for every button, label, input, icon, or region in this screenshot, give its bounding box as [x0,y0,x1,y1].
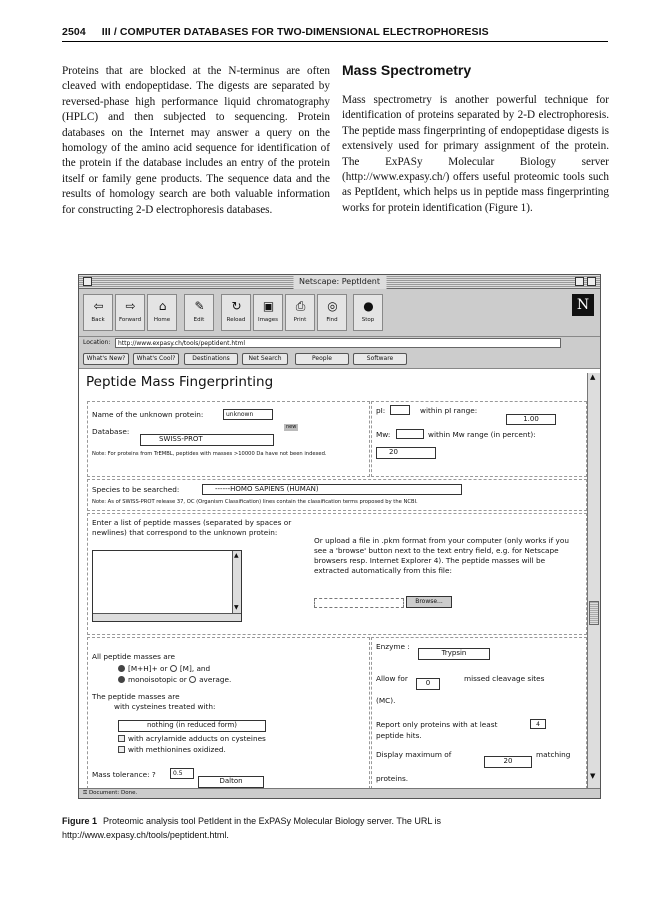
right-column [342,64,609,216]
hits-label: peptide hits. [376,731,422,740]
display-select[interactable]: 20 [484,756,532,768]
unknown-protein-input[interactable]: unknown [223,409,273,420]
edit-button[interactable]: ✎ Edit [184,294,214,331]
mw-range-label: within Mw range (in percent): [428,430,536,439]
peptide-list-panel [87,513,587,635]
species-label: Species to be searched: [92,485,180,494]
directory-buttons [79,349,600,369]
zoom-box-icon[interactable] [575,277,584,286]
pi-range-input[interactable]: 1.00 [506,414,556,425]
display-label: Display maximum of [376,750,452,759]
tolerance-unit-select[interactable]: Dalton [198,776,264,788]
collapse-box-icon[interactable] [587,277,596,286]
printer-icon: ⎙ [295,298,306,313]
monoisotopic-radio[interactable] [118,676,125,683]
destinations-button[interactable]: Destinations [184,353,238,365]
m-radio[interactable] [170,665,177,672]
protein-panel [87,401,370,477]
pi-input[interactable] [390,405,410,415]
stop-button[interactable]: ● Stop [353,294,383,331]
reload-button[interactable]: ↻ Reload [221,294,251,331]
pencil-icon: ✎ [194,298,205,313]
right-paragraph: Mass spectrometry is another powerful technique for identification of proteins separated by 2-D electrophoresis. The peptide mass fingerprinting of endopeptidase digests is extensively used for primary assignment of the protein. The ExPASy Molecular Biology server (http://www.expasy.ch/) offers useful proteomic tools such as PeptIdent, which helps us in peptide mass fingerprinting works for protein identification (Figure 1). [342,94,609,214]
mw-input[interactable] [396,429,424,439]
unknown-protein-label: Name of the unknown protein: [92,410,204,419]
window-title: Netscape: PeptIdent [293,275,386,289]
scroll-down-icon[interactable]: ▼ [234,604,239,611]
figure-caption [62,815,610,842]
whats-new-button[interactable]: What's New? [83,353,129,365]
peptide-list-label: Enter a list of peptide masses (separated by spaces or newlines) that correspond to the unknown protein: [92,518,292,537]
security-key-icon: ⚿ [83,790,89,796]
mass-options-panel [87,637,370,789]
mw-range-input[interactable]: 20 [376,447,436,459]
page-scroll-thumb[interactable] [589,601,599,625]
database-note: Note: For proteins from TrEMBL, peptides with masses >10000 Da have not been indexed. [92,451,327,457]
stop-icon: ● [363,298,374,313]
status-text: Document: Done. [88,790,138,796]
print-button[interactable]: ⎙ Print [285,294,315,331]
running-title: III / COMPUTER DATABASES FOR TWO-DIMENSIONAL ELECTROPHORESIS [101,26,489,38]
enzyme-select[interactable]: Trypsin [418,648,490,660]
upload-text: Or upload a file in .pkm format from your computer (only works if you see a 'browse' button next to the text entry field, e.g. for Netscape browsers resp. Internet Explorer 4). The peptide masses will be extracted automatically from this file: [314,536,569,575]
back-button[interactable]: ⇦ Back [83,294,113,331]
textarea-hscroll[interactable] [93,613,241,621]
report-input[interactable]: 4 [530,719,546,729]
page-number: 2504 [62,26,86,38]
new-badge: new [286,424,297,430]
binoculars-icon: ◎ [327,298,338,313]
species-panel [87,479,587,511]
caption-label: Figure 1 [62,816,98,826]
acrylamide-checkbox[interactable] [118,735,125,742]
window-titlebar [79,275,600,289]
back-arrow-icon: ⇦ [93,298,104,313]
find-button[interactable]: ◎ Find [317,294,347,331]
location-label: Location: [83,339,111,346]
enzyme-panel [371,637,587,789]
scroll-up-icon[interactable]: ▲ [234,552,239,559]
tolerance-label: Mass tolerance: ? [92,770,156,779]
location-bar [79,337,600,349]
cysteine-select[interactable]: nothing (in reduced form) [118,720,266,732]
software-button[interactable]: Software [353,353,407,365]
report-label: Report only proteins with at least [376,720,498,729]
allow-label: Allow for [376,674,408,683]
enzyme-label: Enzyme : [376,642,410,651]
home-button[interactable]: ⌂ Home [147,294,177,331]
netscape-logo: N [572,294,594,316]
reload-icon: ↻ [231,298,242,313]
methionine-checkbox[interactable] [118,746,125,753]
proteins-label: proteins. [376,774,409,783]
images-button[interactable]: ▣ Images [253,294,283,331]
pi-mw-panel [371,401,587,477]
figure-screenshot [78,274,601,799]
page-scrollbar[interactable] [587,373,600,790]
masses-label: All peptide masses are [92,652,176,661]
species-select[interactable]: ------HOMO SAPIENS (HUMAN) [202,484,462,495]
page-scroll-up-icon[interactable]: ▲ [590,373,596,381]
database-label: Database: [92,427,130,436]
pi-label: pI: [376,406,386,415]
whats-cool-button[interactable]: What's Cool? [133,353,179,365]
isotope-options: monoisotopic or average. [118,675,231,685]
mc-label: (MC). [376,696,396,705]
page-content [79,373,589,790]
textarea-vscroll[interactable] [232,551,241,621]
missed-label: missed cleavage sites [464,674,545,683]
section-heading: Mass Spectrometry [342,62,472,78]
close-box-icon[interactable] [83,277,92,286]
location-input[interactable]: http://www.expasy.ch/tools/peptident.html [115,338,561,348]
forward-button[interactable]: ⇨ Forward [115,294,145,331]
page-heading: Peptide Mass Fingerprinting [86,374,274,390]
running-header [62,26,608,42]
acrylamide-option: with acrylamide adducts on cysteines [118,734,266,744]
net-search-button[interactable]: Net Search [242,353,288,365]
methionine-option: with methionines oxidized. [118,745,226,755]
mass-type-options: [M+H]+ or [M], and [118,664,210,674]
browser-toolbar [79,289,600,337]
people-button[interactable]: People [295,353,349,365]
cysteine-label: The peptide masses are [92,692,180,701]
home-icon: ⌂ [158,298,167,313]
file-path-field[interactable] [314,598,404,608]
tolerance-input[interactable]: 0.5 [170,768,194,779]
database-select[interactable]: SWISS-PROT [140,434,274,446]
mw-label: Mw: [376,430,391,439]
left-column [62,64,330,218]
missed-cleavage-select[interactable]: 0 [416,678,440,690]
caption-text: Proteomic analysis tool PetIdent in the ExPASy Molecular Biology server. The URL is http://www.expasy.ch/tools/peptident.html. [62,816,442,840]
left-paragraph: Proteins that are blocked at the N-terminus are often cleaved with endopeptidase. The digests are separated by reversed-phase high performance liquid chromatography (HPLC) and then subjected to sequencing. Protein databases on the Internet may answer a query on the homology of the amino acid sequence for identification of the protein if the database includes an entry of the protein itself or family gene products. The sequence data and the results of homology search are both valuable information for constructing 2-D electrophoresis databases. [62,65,330,216]
browse-button[interactable]: Browse... [406,596,452,608]
peptide-list-textarea[interactable] [92,550,242,622]
matching-label: matching [536,750,571,759]
page-scroll-down-icon[interactable]: ▼ [590,772,596,780]
mh-radio[interactable] [118,665,125,672]
forward-arrow-icon: ⇨ [125,298,136,313]
status-bar [79,788,600,798]
species-note: Note: As of SWISS-PROT release 37, OC (Organism Classification) lines contain the classification terms proposed by the NCBI. [92,499,418,505]
cysteine-sublabel: with cysteines treated with: [114,702,216,711]
average-radio[interactable] [189,676,196,683]
pi-range-label: within pI range: [420,406,478,415]
images-icon: ▣ [262,298,275,313]
